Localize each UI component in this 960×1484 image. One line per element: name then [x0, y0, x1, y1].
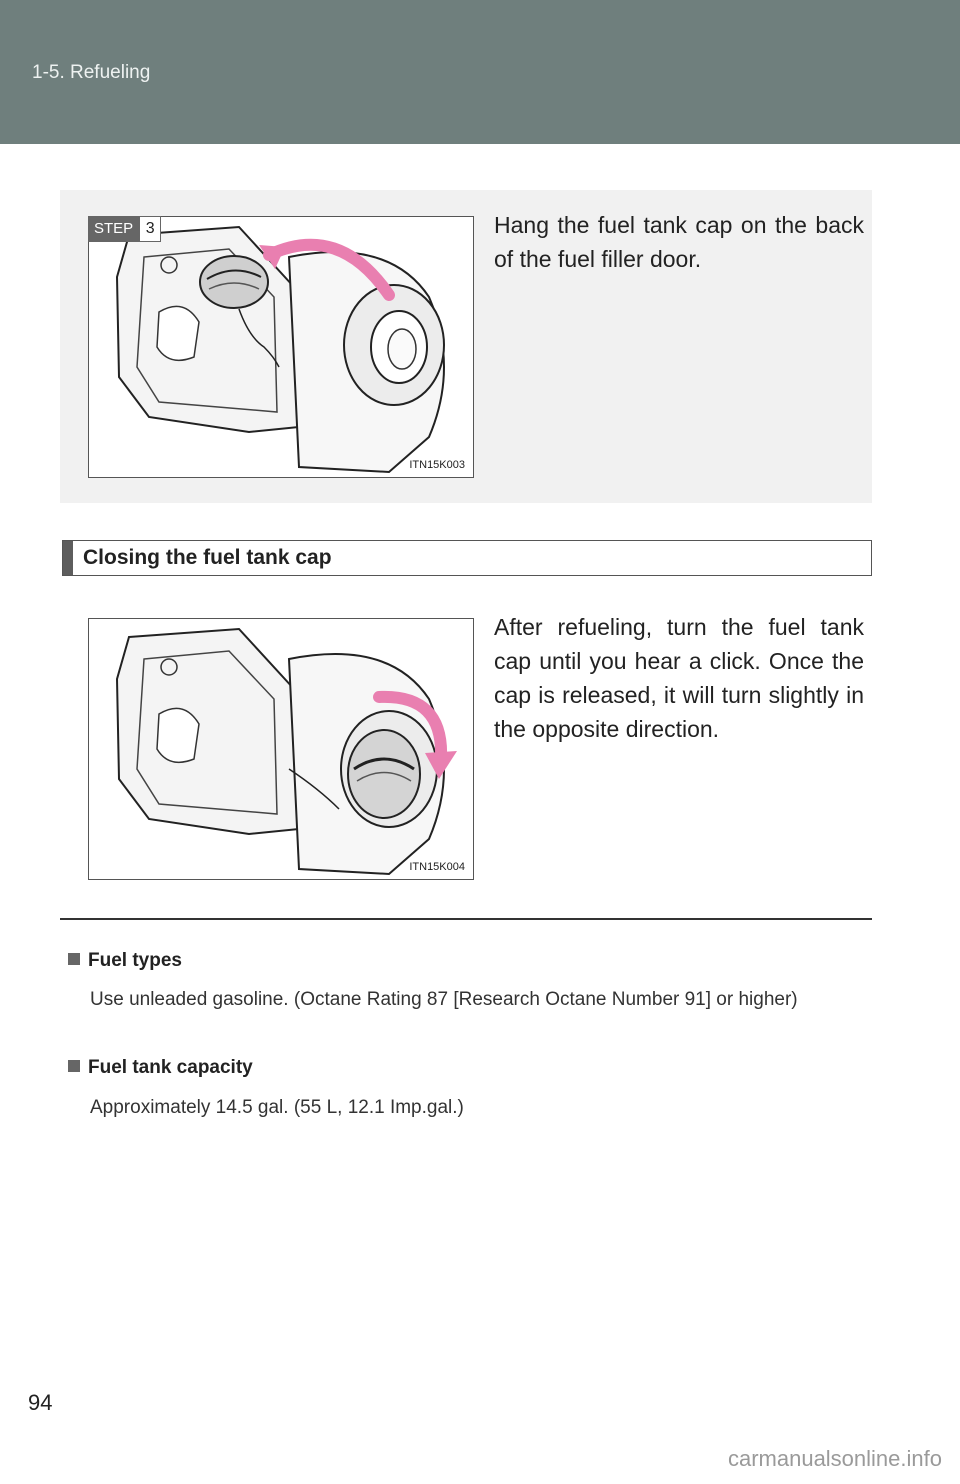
page-number: 94 — [28, 1390, 53, 1415]
closing-instruction: After refueling, turn the fuel tank cap until you hear a click. Once the cap is released, it will turn slightly in the opposite direction. — [494, 614, 864, 742]
figure-code: ITN15K004 — [409, 861, 465, 873]
watermark: carmanualsonline.info — [727, 1446, 942, 1471]
illustration-hang-cap — [88, 216, 474, 478]
illustration-close-cap — [88, 618, 474, 880]
fuel-door-cap-hung-drawing — [89, 217, 473, 477]
square-bullet-icon — [68, 953, 80, 965]
note-title-fuel-capacity: Fuel tank capacity — [68, 1057, 253, 1079]
section-heading — [62, 540, 872, 576]
section-divider — [60, 918, 872, 920]
fuel-door-cap-closing-drawing — [89, 619, 473, 879]
square-bullet-icon — [68, 1060, 80, 1072]
note-body-fuel-capacity: Approximately 14.5 gal. (55 L, 12.1 Imp.gal.) — [90, 1097, 464, 1118]
step-instruction: Hang the fuel tank cap on the back of the fuel filler door. — [494, 212, 864, 272]
page-header — [0, 0, 960, 144]
step-number: 3 — [139, 216, 161, 242]
heading-bar — [63, 541, 73, 575]
section-breadcrumb: 1-5. Refueling — [32, 62, 151, 83]
note-title-fuel-types: Fuel types — [68, 950, 182, 972]
note-body-fuel-types: Use unleaded gasoline. (Octane Rating 87 [Research Octane Number 91] or higher) — [90, 989, 798, 1010]
figure-code: ITN15K003 — [409, 459, 465, 471]
step-badge — [88, 216, 161, 242]
section-title: Closing the fuel tank cap — [83, 546, 332, 569]
step-label: STEP — [88, 216, 139, 242]
